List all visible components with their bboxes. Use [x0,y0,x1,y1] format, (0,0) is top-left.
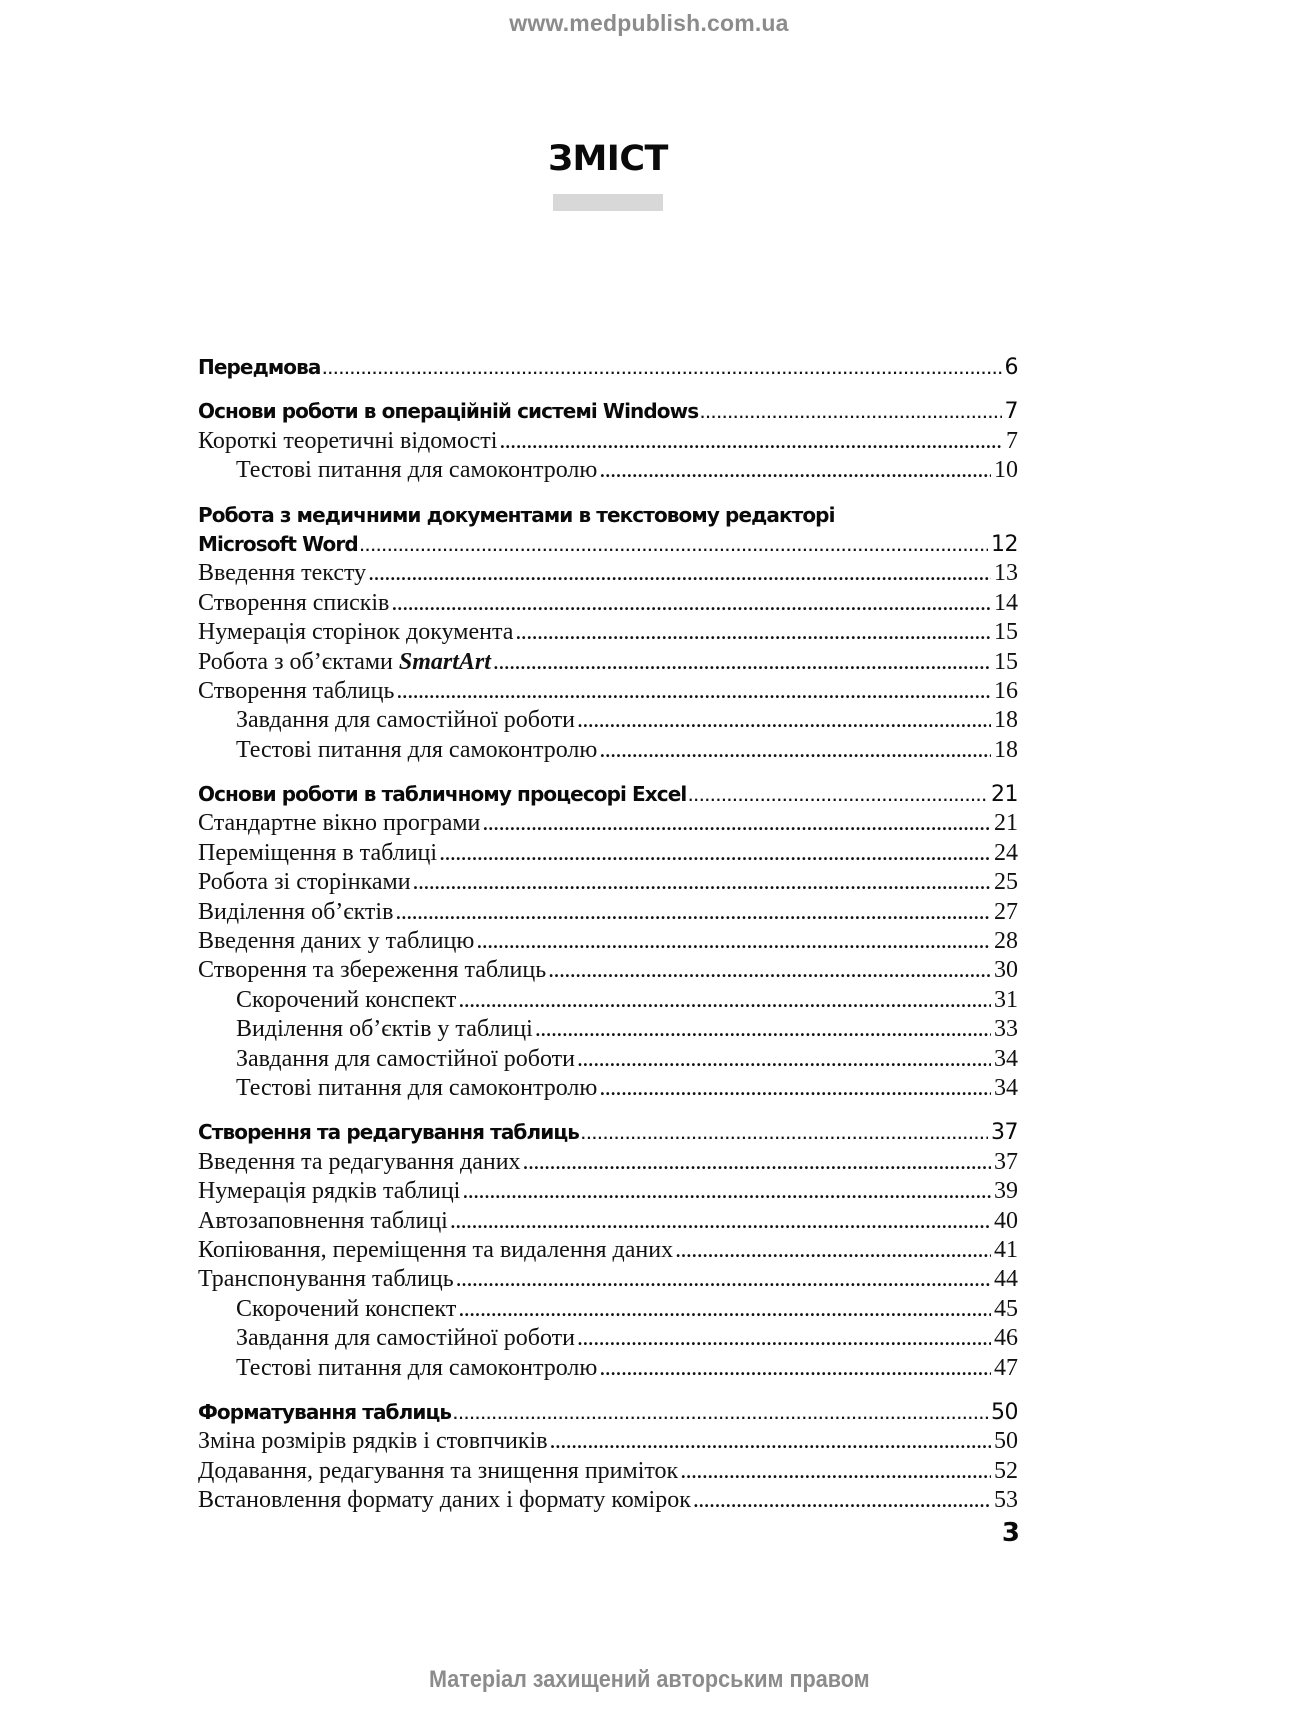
toc-entry[interactable] [198,559,1018,588]
dot-leader [456,1265,991,1294]
toc-entry[interactable] [198,956,1018,985]
toc-entry-text: Скорочений конспект [236,986,457,1013]
toc-entry-text: Нумерація рядків таблиці [198,1178,461,1205]
dot-leader [599,1074,991,1103]
toc-entry-label [198,868,411,897]
toc-entry-label: Робота з медичними документами в текстовому редакторі [198,502,835,527]
toc-subentry[interactable] [198,456,1018,485]
toc-entry-text: Встановлення формату даних і формату комірок [198,1487,691,1514]
dot-leader [599,1354,991,1383]
toc-entry-text: Нумерація сторінок документа [198,619,514,646]
toc-page-number: 16 [994,677,1018,704]
toc-entry[interactable] [198,1265,1018,1294]
toc-subentry[interactable] [198,1324,1018,1353]
toc-page-number: 15 [994,619,1018,646]
toc-page-number: 12 [991,531,1018,557]
toc-entry[interactable] [198,809,1018,838]
toc-section-heading[interactable] [198,780,1018,809]
dot-leader [396,677,991,706]
toc-entry-label [198,809,480,838]
toc-page-number: 40 [994,1207,1018,1234]
toc-entry[interactable] [198,1427,1018,1456]
toc-subentry[interactable] [198,1045,1018,1074]
toc-section-heading-continuation[interactable] [198,530,1018,559]
dot-leader [458,986,991,1015]
dot-leader [360,530,988,562]
toc-page-number: 39 [994,1178,1018,1205]
dot-leader [548,956,991,985]
dot-leader [700,397,1001,429]
toc-entry-text: Завдання для самостійної роботи [236,1045,575,1072]
toc-entry[interactable] [198,677,1018,706]
toc-entry-label [198,397,698,426]
toc-page-number: 10 [994,457,1018,484]
toc-entry-text: Створення списків [198,589,390,616]
toc-page-number: 14 [994,589,1018,616]
toc-entry-label [198,839,437,868]
toc-page-number: 28 [994,928,1018,955]
dot-leader [450,1207,991,1236]
toc-entry[interactable] [198,618,1018,647]
toc-entry-label [198,1148,521,1177]
page-number: 3 [1001,1518,1020,1548]
dot-leader [453,1398,988,1430]
toc-subentry[interactable] [198,1354,1018,1383]
page-title: ЗМІСТ [548,139,668,179]
toc-entry-label [198,456,597,485]
toc-page-number: 34 [994,1074,1018,1101]
toc-subentry[interactable] [198,1015,1018,1044]
dot-leader [462,1177,991,1206]
toc-entry-text: Робота з об’єктами [198,648,399,675]
toc-entry-text: Основи роботи в табличному процесорі Excel [198,782,687,807]
toc-entry-text: Створення та редагування таблиць [198,1120,580,1145]
toc-entry-text: Виділення об’єктів [198,898,394,925]
toc-section-heading[interactable] [198,397,1018,426]
toc-entry-text: Стандартне вікно програми [198,810,481,837]
toc-page-number: 24 [994,839,1018,866]
toc-entry-label [198,986,456,1015]
toc-page-number: 25 [994,869,1018,896]
toc-entry-label [198,1236,673,1265]
toc-entry-label: Microsoft Word [198,531,358,556]
toc-page-number: 7 [1006,427,1018,454]
toc-entry-emphasis: SmartArt [398,648,491,675]
dot-leader [413,868,991,897]
toc-entry-label [198,1324,575,1353]
toc-entry-label [198,427,497,456]
toc-entry-label [198,927,474,956]
toc-entry[interactable] [198,898,1018,927]
toc-entry-label [198,559,366,588]
toc-page-number: 37 [994,1148,1018,1175]
toc-entry-label [198,618,513,647]
toc-entry-label [198,1207,448,1236]
toc-entry-text: Переміщення в таблиці [198,839,438,866]
toc-subentry[interactable] [198,736,1018,765]
toc-entry-text: Основи роботи в операційній системі Windows [198,399,699,424]
toc-subentry[interactable] [198,986,1018,1015]
toc-entry[interactable] [198,868,1018,897]
dot-leader [458,1295,991,1324]
toc-section-heading[interactable] [198,1118,1018,1147]
toc-page-number: 21 [991,782,1018,808]
copyright-watermark: Матеріал захищений авторським правом [429,1666,870,1693]
toc-entry-text: Тестові питання для самоконтролю [236,736,598,763]
toc-entry-text: Введення тексту [198,560,367,587]
dot-leader [499,427,1003,456]
dot-leader [577,1045,991,1074]
toc-entry[interactable] [198,1457,1018,1486]
toc-subentry[interactable] [198,1295,1018,1324]
toc-entry-text: Завдання для самостійної роботи [236,707,575,734]
toc-page-number: 13 [994,560,1018,587]
toc-entry-label [198,706,575,735]
dot-leader [482,809,991,838]
toc-page-number: 6 [1004,355,1018,380]
toc-entry[interactable] [198,927,1018,956]
toc-section-heading[interactable] [198,1398,1018,1427]
toc-page-number: 34 [994,1045,1018,1072]
toc-page-number: 46 [994,1325,1018,1352]
dot-leader [675,1236,991,1265]
title-underline-bar [553,194,663,211]
toc-page-number: 7 [1004,399,1018,425]
toc-page-number: 50 [994,1428,1018,1455]
toc-page-number: 41 [994,1236,1018,1263]
toc-page-number: 50 [991,1399,1018,1425]
toc-section-heading[interactable] [198,501,1018,530]
toc-entry-label [198,1118,579,1147]
toc-entry[interactable] [198,427,1018,456]
toc-entry-text: Транспонування таблиць [198,1266,454,1293]
toc-page-number: 31 [994,986,1018,1013]
dot-leader [395,898,991,927]
toc-page-number: 53 [994,1487,1018,1514]
toc-entry[interactable] [198,1148,1018,1177]
toc-page-number: 18 [994,736,1018,763]
toc-page-number: 27 [994,898,1018,925]
toc-entry-label [198,353,320,382]
dot-leader [581,1118,988,1150]
dot-leader [322,353,1001,385]
toc-entry-text: Тестові питання для самоконтролю [236,457,598,484]
dot-leader [680,1457,991,1486]
toc-entry-text: Форматування таблиць [198,1399,452,1424]
toc-entry-text: Завдання для самостійної роботи [236,1325,575,1352]
toc-page-number: 47 [994,1354,1018,1381]
toc-page-number: 30 [994,957,1018,984]
dot-leader [688,780,988,812]
toc-entry-text: Створення та збереження таблиць [198,957,547,984]
toc-entry-label [198,780,686,809]
toc-entry-label [198,1074,597,1103]
toc-entry[interactable] [198,589,1018,618]
toc-entry-text: Створення таблиць [198,677,395,704]
toc-page-number: 44 [994,1266,1018,1293]
toc-page-number: 21 [994,810,1018,837]
toc-entry-label [198,1486,691,1515]
toc-entry-label [198,898,393,927]
toc-entry-label [198,1177,460,1206]
dot-leader [577,706,991,735]
toc-entry-label [198,956,546,985]
website-watermark: www.medpublish.com.ua [509,10,789,36]
toc-page-number: 52 [994,1457,1018,1484]
toc-entry-text: Короткі теоретичні відомості [198,427,498,454]
toc-entry-text: Додавання, редагування та знищення приміток [198,1457,679,1484]
toc-entry-text: Передмова [198,355,321,379]
toc-entry-label [198,1295,456,1324]
toc-entry-label [198,589,389,618]
toc-entry-label [198,1354,597,1383]
toc-entry-label [198,1045,575,1074]
toc-entry[interactable] [198,1486,1018,1515]
dot-leader [523,1148,991,1177]
toc-entry-label [198,677,394,706]
toc-entry-text: Виділення об’єктів у таблиці [236,1016,533,1043]
dot-leader [599,456,991,485]
toc-entry-label [198,1427,548,1456]
toc-entry-text: Введення та редагування даних [198,1148,521,1175]
table-of-contents [198,338,1018,1515]
toc-entry-text: Тестові питання для самоконтролю [236,1074,598,1101]
toc-entry-text: Скорочений конспект [236,1295,457,1322]
toc-entry-label [198,1398,451,1427]
toc-entry[interactable] [198,1177,1018,1206]
dot-leader [515,618,991,647]
toc-page-number: 33 [994,1016,1018,1043]
dot-leader [368,559,991,588]
toc-entry[interactable] [198,648,1018,677]
toc-entry-label [198,1457,678,1486]
dot-leader [599,736,991,765]
toc-entry-text: Введення даних у таблицю [198,928,475,955]
dot-leader [550,1427,991,1456]
toc-entry-label [198,1015,533,1044]
toc-entry[interactable] [198,839,1018,868]
dot-leader [535,1015,991,1044]
dot-leader [439,839,991,868]
dot-leader [391,589,991,618]
toc-entry-label [198,1265,454,1294]
dot-leader [577,1324,991,1353]
toc-entry-text: Тестові питання для самоконтролю [236,1354,598,1381]
toc-entry-label [198,648,491,677]
dot-leader [476,927,991,956]
toc-page-number: 37 [991,1120,1018,1146]
toc-page-number: 18 [994,707,1018,734]
toc-page-number: 45 [994,1295,1018,1322]
dot-leader [493,648,991,677]
toc-subentry[interactable] [198,706,1018,735]
toc-entry[interactable] [198,1207,1018,1236]
toc-section-heading[interactable] [198,353,1018,382]
toc-entry-text: Автозаповнення таблиці [198,1207,448,1234]
toc-entry-label [198,736,597,765]
toc-entry[interactable] [198,1236,1018,1265]
toc-subentry[interactable] [198,1074,1018,1103]
toc-entry-text: Копіювання, переміщення та видалення даних [198,1236,674,1263]
dot-leader [693,1486,991,1515]
toc-entry-text: Зміна розмірів рядків і стовпчиків [198,1428,548,1455]
toc-page-number: 15 [994,648,1018,675]
toc-entry-text: Робота зі сторінками [198,869,411,896]
